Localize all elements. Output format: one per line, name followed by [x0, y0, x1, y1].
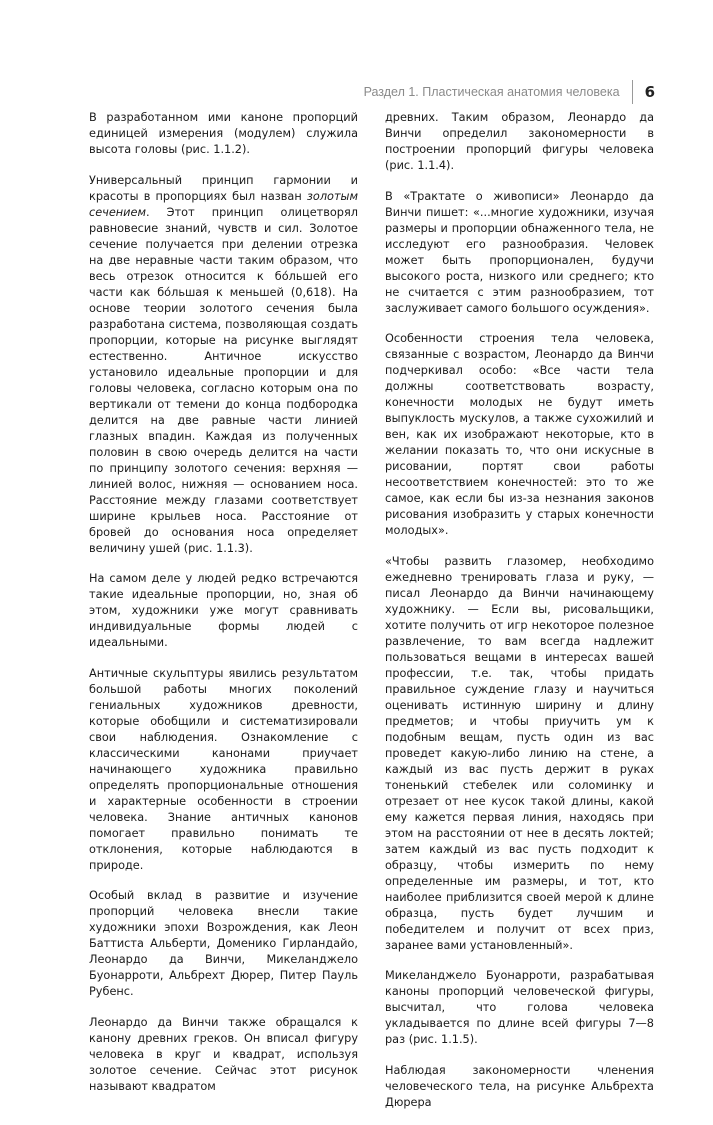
- paragraph-text: Универсальный принцип гармонии и красоты в пропорциях был назван: [89, 173, 358, 203]
- paragraph: Особенности строения тела человека, связанные с возрастом, Леонардо да Винчи подчеркивал особо: «Все части тела должны соответствовать возрасту, конечности молодых не будут иметь выпуклость мускулов, а также сухожилий и вен, как их изображают некоторые, кто в желании показать то, что они искусные в рисовании, портят свои работы несоответствием конечностей: это то же самое, как если бы из-за незнания законов рисования изобразить у старых конечности молодых».: [385, 332, 654, 537]
- paragraph: В «Трактате о живописи» Леонардо да Винчи пишет: «...многие художники, изучая размеры и пропорции обнаженного тела, не исследуют его разнообразия. Человек может быть пропорционален, будучи высокого роста, низкого или среднего; кто не считается с этим разнообразием, тот заслуживает самого большого осуждения».: [385, 189, 654, 315]
- paragraph: древних. Таким образом, Леонардо да Винчи определил закономерности в построении пропорций фигуры человека (рис. 1.1.4).: [385, 111, 654, 172]
- paragraph: [89, 173, 358, 557]
- paragraph-text: . Этот принцип олицетворял равновесие знаний, чувств и сил. Золотое сечение получается при делении отрезка на две неравные части таким образом, что весь отрезок относится к бо́льшей его части как бо́льшая к меньшей (0,618). На основе теории золотого сечения была разработана система, позволяющая создать пропорции, которые на рисунке выглядят естественно. Античное искусство установило идеальные пропорции и для головы человека, согласно которым она по вертикали от темени до конца подбородка делится на две равные части линией глазных впадин. Каждая из полученных половин в свою очередь делится на части по принципу золотого сечения: верхняя — линией волос, нижняя — основанием носа. Расстояние между глазами соответствует ширине крыльев носа. Расстояние от бровей до основания носа определяет величину ушей (рис. 1.1.3).: [89, 205, 358, 555]
- paragraph: «Чтобы развить глазомер, необходимо ежедневно тренировать глаза и руку, — писал Леонардо да Винчи начинающему художнику. — Если вы, рисовальщики, хотите получить от игр некоторое полезное развлечение, то вам всегда надлежит пользоваться вещами в интересах вашей профессии, т.е. так, чтобы придать правильное суждение глазу и научиться оценивать истинную ширину и длину предметов; и чтобы приучить ум к подобным вещам, пусть один из вас проведет какую-либо линию на стене, а каждый из вас пусть держит в руках тоненький стебелек или соломинку и отрезает от нее кусок такой длины, какой ему кажется первая линия, находясь при этом на расстоянии от нее в десять локтей; затем каждый из вас пусть подходит к образцу, чтобы измерить по нему определенные им размеры, и тот, кто наиболее приблизится своей мерой к длине образца, пусть будет лучшим и победителем и получит от всех приз, заранее вами установленный».: [385, 554, 654, 952]
- page-number: 6: [644, 83, 655, 101]
- paragraph: Микеланджело Буонарроти, разрабатывая каноны пропорций человеческой фигуры, высчитал, что голова человека укладывается по длине всей фигуры 7—8 раз (рис. 1.1.5).: [385, 969, 654, 1046]
- paragraph: Античные скульптуры явились результатом большой работы многих поколений гениальных художников древности, которые обобщили и систематизировали свои наблюдения. Ознакомление с классическими канонами приучает начинающего художника правильно определять пропорциональные отношения и характерные особенности в строении человека. Знание античных канонов помогает правильно понимать те отклонения, которые наблюдаются в природе.: [89, 666, 358, 872]
- running-header: [364, 78, 655, 106]
- right-column: [385, 110, 654, 1125]
- section-title: Раздел 1. Пластическая анатомия человека: [364, 80, 633, 104]
- paragraph: Особый вклад в развитие и изучение пропорций человека внесли такие художники эпохи Возрождения, как Леон Баттиста Альберти, Доменико Гирландайо, Леонардо да Винчи, Микеланджело Буонарроти, Альбрехт Дюрер, Питер Пауль Рубенс.: [89, 889, 358, 998]
- paragraph: В разработанном ими каноне пропорций единицей измерения (модулем) служила высота головы (рис. 1.1.2).: [89, 111, 358, 156]
- paragraph: Леонардо да Винчи также обращался к канону древних греков. Он вписал фигуру человека в круг и квадрат, используя золотое сечение. Сейчас этот рисунок называют квадратом: [89, 1015, 358, 1093]
- paragraph: На самом деле у людей редко встречаются такие идеальные пропорции, но, зная об этом, художники уже могут сравнивать индивидуальные формы людей с идеальными.: [89, 572, 358, 649]
- paragraph: Наблюдая закономерности членения человеческого тела, на рисунке Альбрехта Дюрера: [385, 1063, 654, 1109]
- left-column: [89, 110, 358, 1109]
- emphasis-term: золотым сечением: [89, 189, 358, 219]
